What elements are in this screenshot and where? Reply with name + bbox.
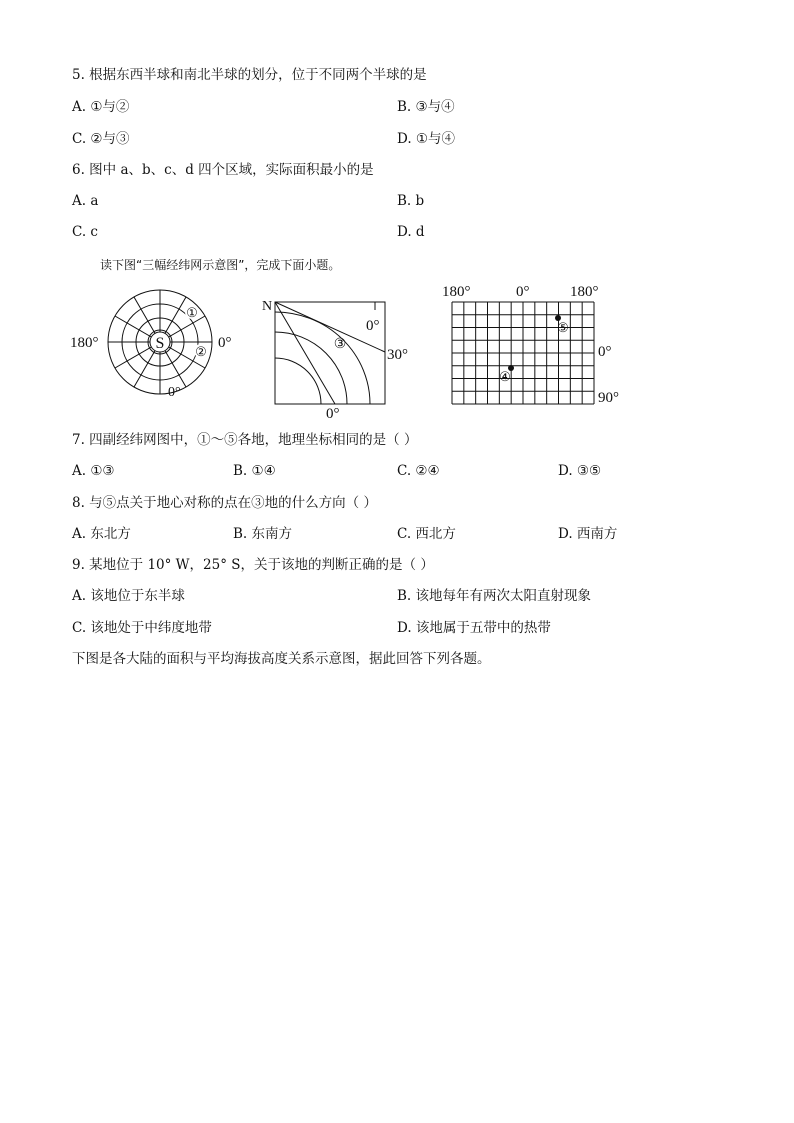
q6-option-b[interactable]: B. b [397,193,425,209]
grid-graticule [452,302,594,404]
q9-option-a[interactable]: A. 该地位于东半球 [72,588,185,604]
q7-option-c[interactable]: C. ②④ [397,463,440,479]
q9-option-d[interactable]: D. 该地属于五带中的热带 [397,620,551,636]
q8-option-a[interactable]: A. 东北方 [72,526,131,542]
q6-option-d[interactable]: D. d [397,224,425,240]
q6-option-c[interactable]: C. c [72,224,98,240]
q5-option-b[interactable]: B. ③与④ [397,99,455,115]
quarter-point-3: ③ [333,337,347,352]
polar-left-label: 180° [70,335,99,351]
q6-option-a[interactable]: A. a [72,193,99,209]
q8-stem: 8. 与⑤点关于地心对称的点在③地的什么方向（ ） [72,495,377,511]
next-figure-intro: 下图是各大陆的面积与平均海拔高度关系示意图，据此回答下列各题。 [72,651,491,667]
q7-option-d[interactable]: D. ③⑤ [558,463,602,479]
q6-stem: 6. 图中 a、b、c、d 四个区域，实际面积最小的是 [72,162,374,178]
grid-top-right-label: 180° [570,284,599,300]
figure-intro: 读下图“三幅经纬网示意图”，完成下面小题。 [100,258,341,272]
q5-option-a[interactable]: A. ①与② [72,99,130,115]
quarter-0-bottom-label: 0° [326,406,340,422]
q9-stem: 9. 某地位于 10° W，25° S，关于该地的判断正确的是（ ） [72,557,434,573]
q7-option-a[interactable]: A. ①③ [72,463,115,479]
polar-point-1: ① [186,305,198,320]
quarter-0-right-label: 0° [366,318,380,334]
graticule-figure [0,280,794,430]
q8-option-b[interactable]: B. 东南方 [233,526,293,542]
polar-center-label: S [155,335,165,352]
quarter-30-label: 30° [387,347,408,363]
q5-option-c[interactable]: C. ②与③ [72,131,130,147]
grid-top-mid-label: 0° [516,284,530,300]
grid-point-5: ⑤ [557,320,569,335]
polar-right-label: 0° [218,335,232,351]
grid-top-left-label: 180° [442,284,471,300]
polar-bottom-label: 0° [168,385,181,400]
quarter-n-label: N [262,299,273,314]
q9-option-c[interactable]: C. 该地处于中纬度地带 [72,620,212,636]
polar-point-2: ② [195,344,207,359]
q8-option-c[interactable]: C. 西北方 [397,526,456,542]
grid-right-mid-label: 0° [598,344,612,360]
grid-point-4: ④ [499,369,511,384]
grid-right-bottom-label: 90° [598,390,619,406]
q7-option-b[interactable]: B. ①④ [233,463,276,479]
q8-option-d[interactable]: D. 西南方 [558,526,618,542]
q7-stem: 7. 四副经纬网图中，①～⑤各地，地理坐标相同的是（ ） [72,432,418,448]
q5-option-d[interactable]: D. ①与④ [397,131,456,147]
q9-option-b[interactable]: B. 该地每年有两次太阳直射现象 [397,588,592,604]
q5-stem: 5. 根据东西半球和南北半球的划分，位于不同两个半球的是 [72,67,427,83]
